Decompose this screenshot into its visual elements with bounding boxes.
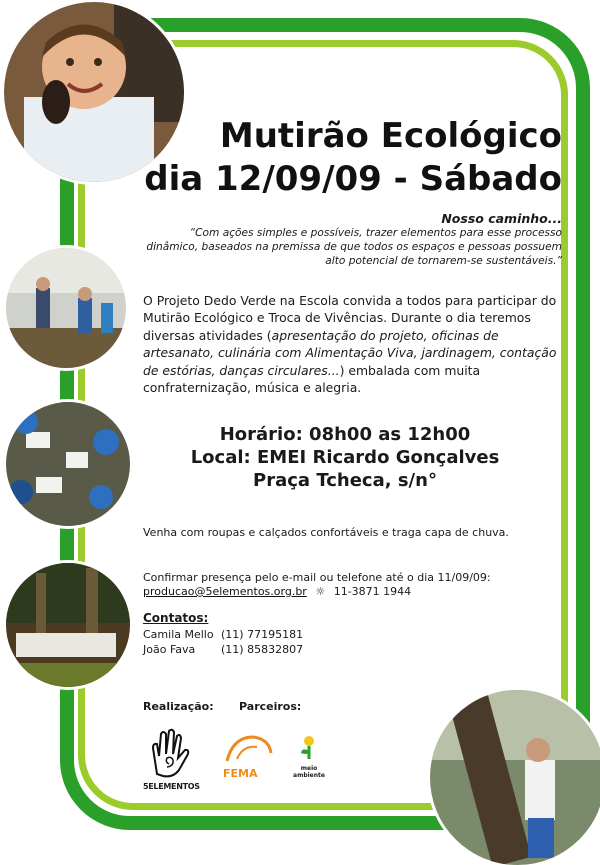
- schedule-address: Praça Tcheca, s/n°: [253, 470, 437, 491]
- contacts-heading: Contatos:: [143, 611, 209, 625]
- motto-quote: “Com ações simples e possíveis, trazer elementos para esse processo dinâmico, baseados na premissa de que todos os espaços e pessoas possuem alto potencial de tornarem-se sustentáveis.”: [146, 227, 562, 268]
- contact-name: Camila Mello: [143, 628, 214, 641]
- event-date: dia 12/09/09 - Sábado: [144, 159, 562, 199]
- realizacao-label: Realização:: [143, 700, 214, 713]
- schedule-place: Local: EMEI Ricardo Gonçalves: [190, 447, 500, 468]
- photo-boy-holding-object: [4, 2, 184, 182]
- leaf-icon: [299, 735, 319, 761]
- photo-group-under-trees: [6, 563, 130, 687]
- rsvp-email-link[interactable]: producao@5elementos.org.br: [143, 585, 307, 598]
- fema-logo: [223, 733, 275, 781]
- rsvp-text: Confirmar presença pelo e-mail ou telefone até o dia 11/09/09:: [143, 571, 491, 584]
- sun-icon: ☼: [315, 585, 326, 598]
- invitation-text-part1: O Projeto Dedo Verde na Escola convida a todos para participar do Mutirão Ecológico e Troca de Vivências. Durante o dia teremos diversas atividades (: [143, 293, 557, 343]
- event-title: Mutirão Ecológico: [219, 116, 562, 156]
- motto-heading: Nosso caminho...: [441, 211, 562, 226]
- invitation-activities: apresentação do projeto, oficinas de artesanato, culinária com Alimentação Viva, jardinagem, contação de estórias, danças circulares...: [143, 327, 557, 378]
- meio-ambiente-logo: [291, 735, 327, 777]
- contact-item: [143, 643, 303, 656]
- contact-phone: (11) 85832807: [221, 643, 304, 656]
- schedule-time: Horário: 08h00 as 12h00: [219, 424, 471, 445]
- photo-children-gardening: [6, 248, 126, 368]
- cinco-elementos-logo: [143, 728, 200, 791]
- fema-wordmark: FEMA: [223, 767, 258, 780]
- contact-phone: (11) 77195181: [221, 628, 304, 641]
- cinco-elementos-wordmark: 5ELEMENTOS: [143, 782, 200, 791]
- contact-item: [143, 628, 303, 641]
- invitation-paragraph: [143, 292, 573, 396]
- photo-girl-climbing-tree: [430, 690, 600, 865]
- clothing-advice: Venha com roupas e calçados confortáveis e traga capa de chuva.: [143, 526, 509, 539]
- hand-spiral-icon: [143, 728, 195, 778]
- invitation-text-part2: ) embalada com muita confraternização, música e alegria.: [143, 362, 481, 396]
- photo-children-circle-activity: [6, 402, 130, 526]
- parceiros-label: Parceiros:: [239, 700, 302, 713]
- rsvp-phone: 11-3871 1944: [333, 585, 412, 598]
- fema-emblem-icon: [223, 733, 275, 763]
- rsvp-contact-line: [143, 585, 411, 598]
- contact-name: João Fava: [143, 643, 196, 656]
- meio-ambiente-wordmark: meio ambiente: [293, 765, 325, 779]
